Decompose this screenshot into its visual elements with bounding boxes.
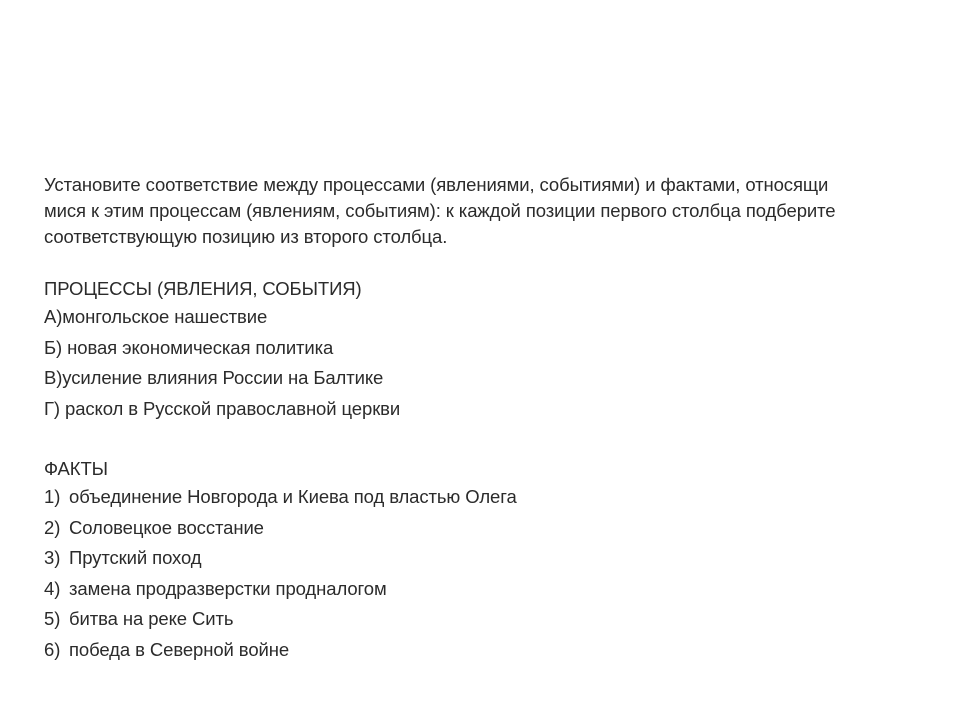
fact-text: замена продразверстки продналогом: [69, 577, 387, 599]
slide-content: [44, 172, 924, 665]
fact-number: 1): [44, 486, 61, 507]
fact-number: 3): [44, 547, 61, 568]
task-instructions: [44, 172, 924, 250]
fact-text: Прутский поход: [69, 547, 202, 568]
fact-number: 4): [44, 577, 61, 599]
instruction-line: мися к этим процессам (явлениям, событиям): к каждой позиции первого столбца подберите: [44, 200, 836, 221]
fact-item: [44, 543, 924, 574]
fact-number: 6): [44, 638, 61, 660]
processes-heading: ПРОЦЕССЫ (ЯВЛЕНИЯ, СОБЫТИЯ): [44, 278, 362, 299]
facts-heading: ФАКТЫ: [44, 458, 108, 479]
fact-number: 2): [44, 516, 61, 538]
instruction-line: соответствующую позицию из второго столбца.: [44, 226, 448, 247]
fact-item: [44, 482, 924, 513]
fact-item: [44, 574, 924, 605]
process-item: Б) новая экономическая политика: [44, 336, 334, 358]
process-item: В)усиление влияния России на Балтике: [44, 367, 384, 388]
fact-text: Соловецкое восстание: [69, 516, 264, 538]
fact-text: объединение Новгорода и Киева под властью Олега: [69, 486, 517, 507]
process-item: А)монгольское нашествие: [44, 306, 268, 327]
fact-item: [44, 604, 924, 635]
fact-text: битва на реке Сить: [69, 608, 234, 629]
fact-item: [44, 635, 924, 666]
facts-list: [44, 482, 924, 665]
processes-list: [44, 302, 924, 424]
fact-text: победа в Северной войне: [69, 638, 290, 660]
instruction-line: Установите соответствие между процессами (явлениями, событиями) и фактами, относящи: [44, 174, 829, 195]
fact-item: [44, 513, 924, 544]
fact-number: 5): [44, 608, 61, 629]
process-item: Г) раскол в Русской православной церкви: [44, 397, 401, 419]
